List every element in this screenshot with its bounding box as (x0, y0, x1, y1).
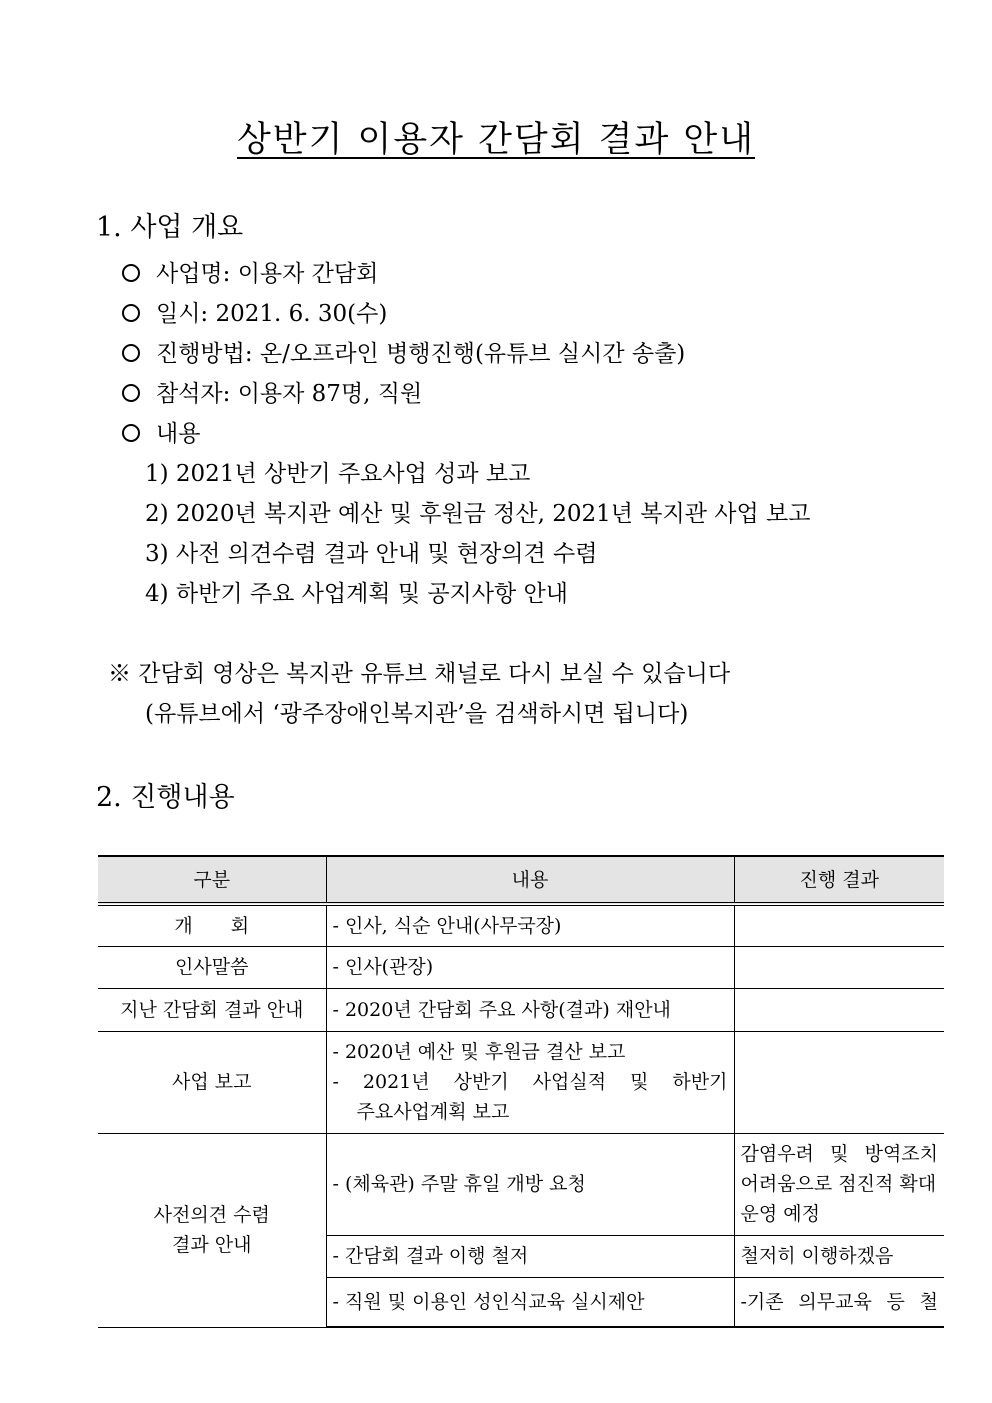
result-cell (734, 946, 944, 988)
result-cell (734, 1031, 944, 1133)
section2-heading: 2. 진행내용 (96, 782, 235, 813)
table-row (98, 946, 944, 988)
circle-bullet-icon (122, 344, 140, 362)
note-line: ※ 간담회 영상은 복지관 유튜브 채널로 다시 보실 수 있습니다 (108, 661, 731, 687)
bullet-item: 내용 (122, 415, 200, 448)
table-row (98, 904, 944, 946)
result-cell (734, 904, 944, 946)
content-item: 2) 2020년 복지관 예산 및 후원금 정산, 2021년 복지관 사업 보고 (145, 501, 811, 527)
content-item: 3) 사전 의견수렴 결과 안내 및 현장의견 수렴 (145, 541, 598, 567)
category-line: 결과 안내 (172, 1234, 252, 1256)
result-line: 어려움으로 점진적 확대 (740, 1173, 937, 1195)
content-cell (326, 1031, 734, 1133)
content-cell: - 2020년 간담회 주요 사항(결과) 재안내 (326, 988, 734, 1031)
circle-bullet-icon (122, 384, 140, 402)
content-cell: - 인사(관장) (326, 946, 734, 988)
result-cell: -기존 의무교육 등 철 (734, 1277, 944, 1327)
bullet-item: 참석자: 이용자 87명, 직원 (122, 375, 422, 408)
circle-bullet-icon (122, 264, 140, 282)
page-title: 상반기 이용자 간담회 결과 안내 (236, 120, 756, 160)
note-line: (유튜브에서 ‘광주장애인복지관’을 검색하시면 됩니다) (145, 701, 689, 727)
content-cell: - (체육관) 주말 휴일 개방 요청 (326, 1133, 734, 1235)
result-line: 감염우려 및 방역조치 (740, 1143, 938, 1165)
table-header: 진행 결과 (734, 856, 944, 904)
category-cell: 사업 보고 (98, 1031, 326, 1133)
content-item: 4) 하반기 주요 사업계획 및 공지사항 안내 (145, 581, 568, 607)
content-cell: - 인사, 식순 안내(사무국장) (326, 904, 734, 946)
category-line: 사전의견 수렴 (153, 1204, 270, 1226)
result-cell (734, 988, 944, 1031)
bullet-item: 진행방법: 온/오프라인 병행진행(유튜브 실시간 송출) (122, 335, 685, 368)
table-header-row (98, 856, 944, 904)
content-line: - 2021년 상반기 사업실적 및 하반기 (332, 1071, 728, 1093)
table-row (98, 1133, 944, 1235)
circle-bullet-icon (122, 424, 140, 442)
content-cell: - 직원 및 이용인 성인식교육 실시제안 (326, 1277, 734, 1327)
bullet-item: 사업명: 이용자 간담회 (122, 255, 378, 288)
result-cell: 철저히 이행하겠음 (734, 1235, 944, 1277)
content-line: - 2020년 예산 및 후원금 결산 보고 (332, 1041, 626, 1063)
table-header: 내용 (326, 856, 734, 904)
table-header: 구분 (98, 856, 326, 904)
circle-bullet-icon (122, 304, 140, 322)
content-line: 주요사업계획 보고 (356, 1101, 510, 1123)
bullet-item: 일시: 2021. 6. 30(수) (122, 295, 387, 328)
table-row (98, 1031, 944, 1133)
result-line: 운영 예정 (740, 1203, 820, 1225)
progress-table (98, 855, 944, 1328)
category-cell: 개 회 (98, 904, 326, 946)
category-cell (98, 1133, 326, 1327)
content-item: 1) 2021년 상반기 주요사업 성과 보고 (145, 461, 531, 487)
content-cell: - 간담회 결과 이행 철저 (326, 1235, 734, 1277)
result-cell (734, 1133, 944, 1235)
table-row (98, 988, 944, 1031)
section1-heading: 1. 사업 개요 (96, 212, 244, 243)
category-cell: 지난 간담회 결과 안내 (98, 988, 326, 1031)
category-cell: 인사말씀 (98, 946, 326, 988)
